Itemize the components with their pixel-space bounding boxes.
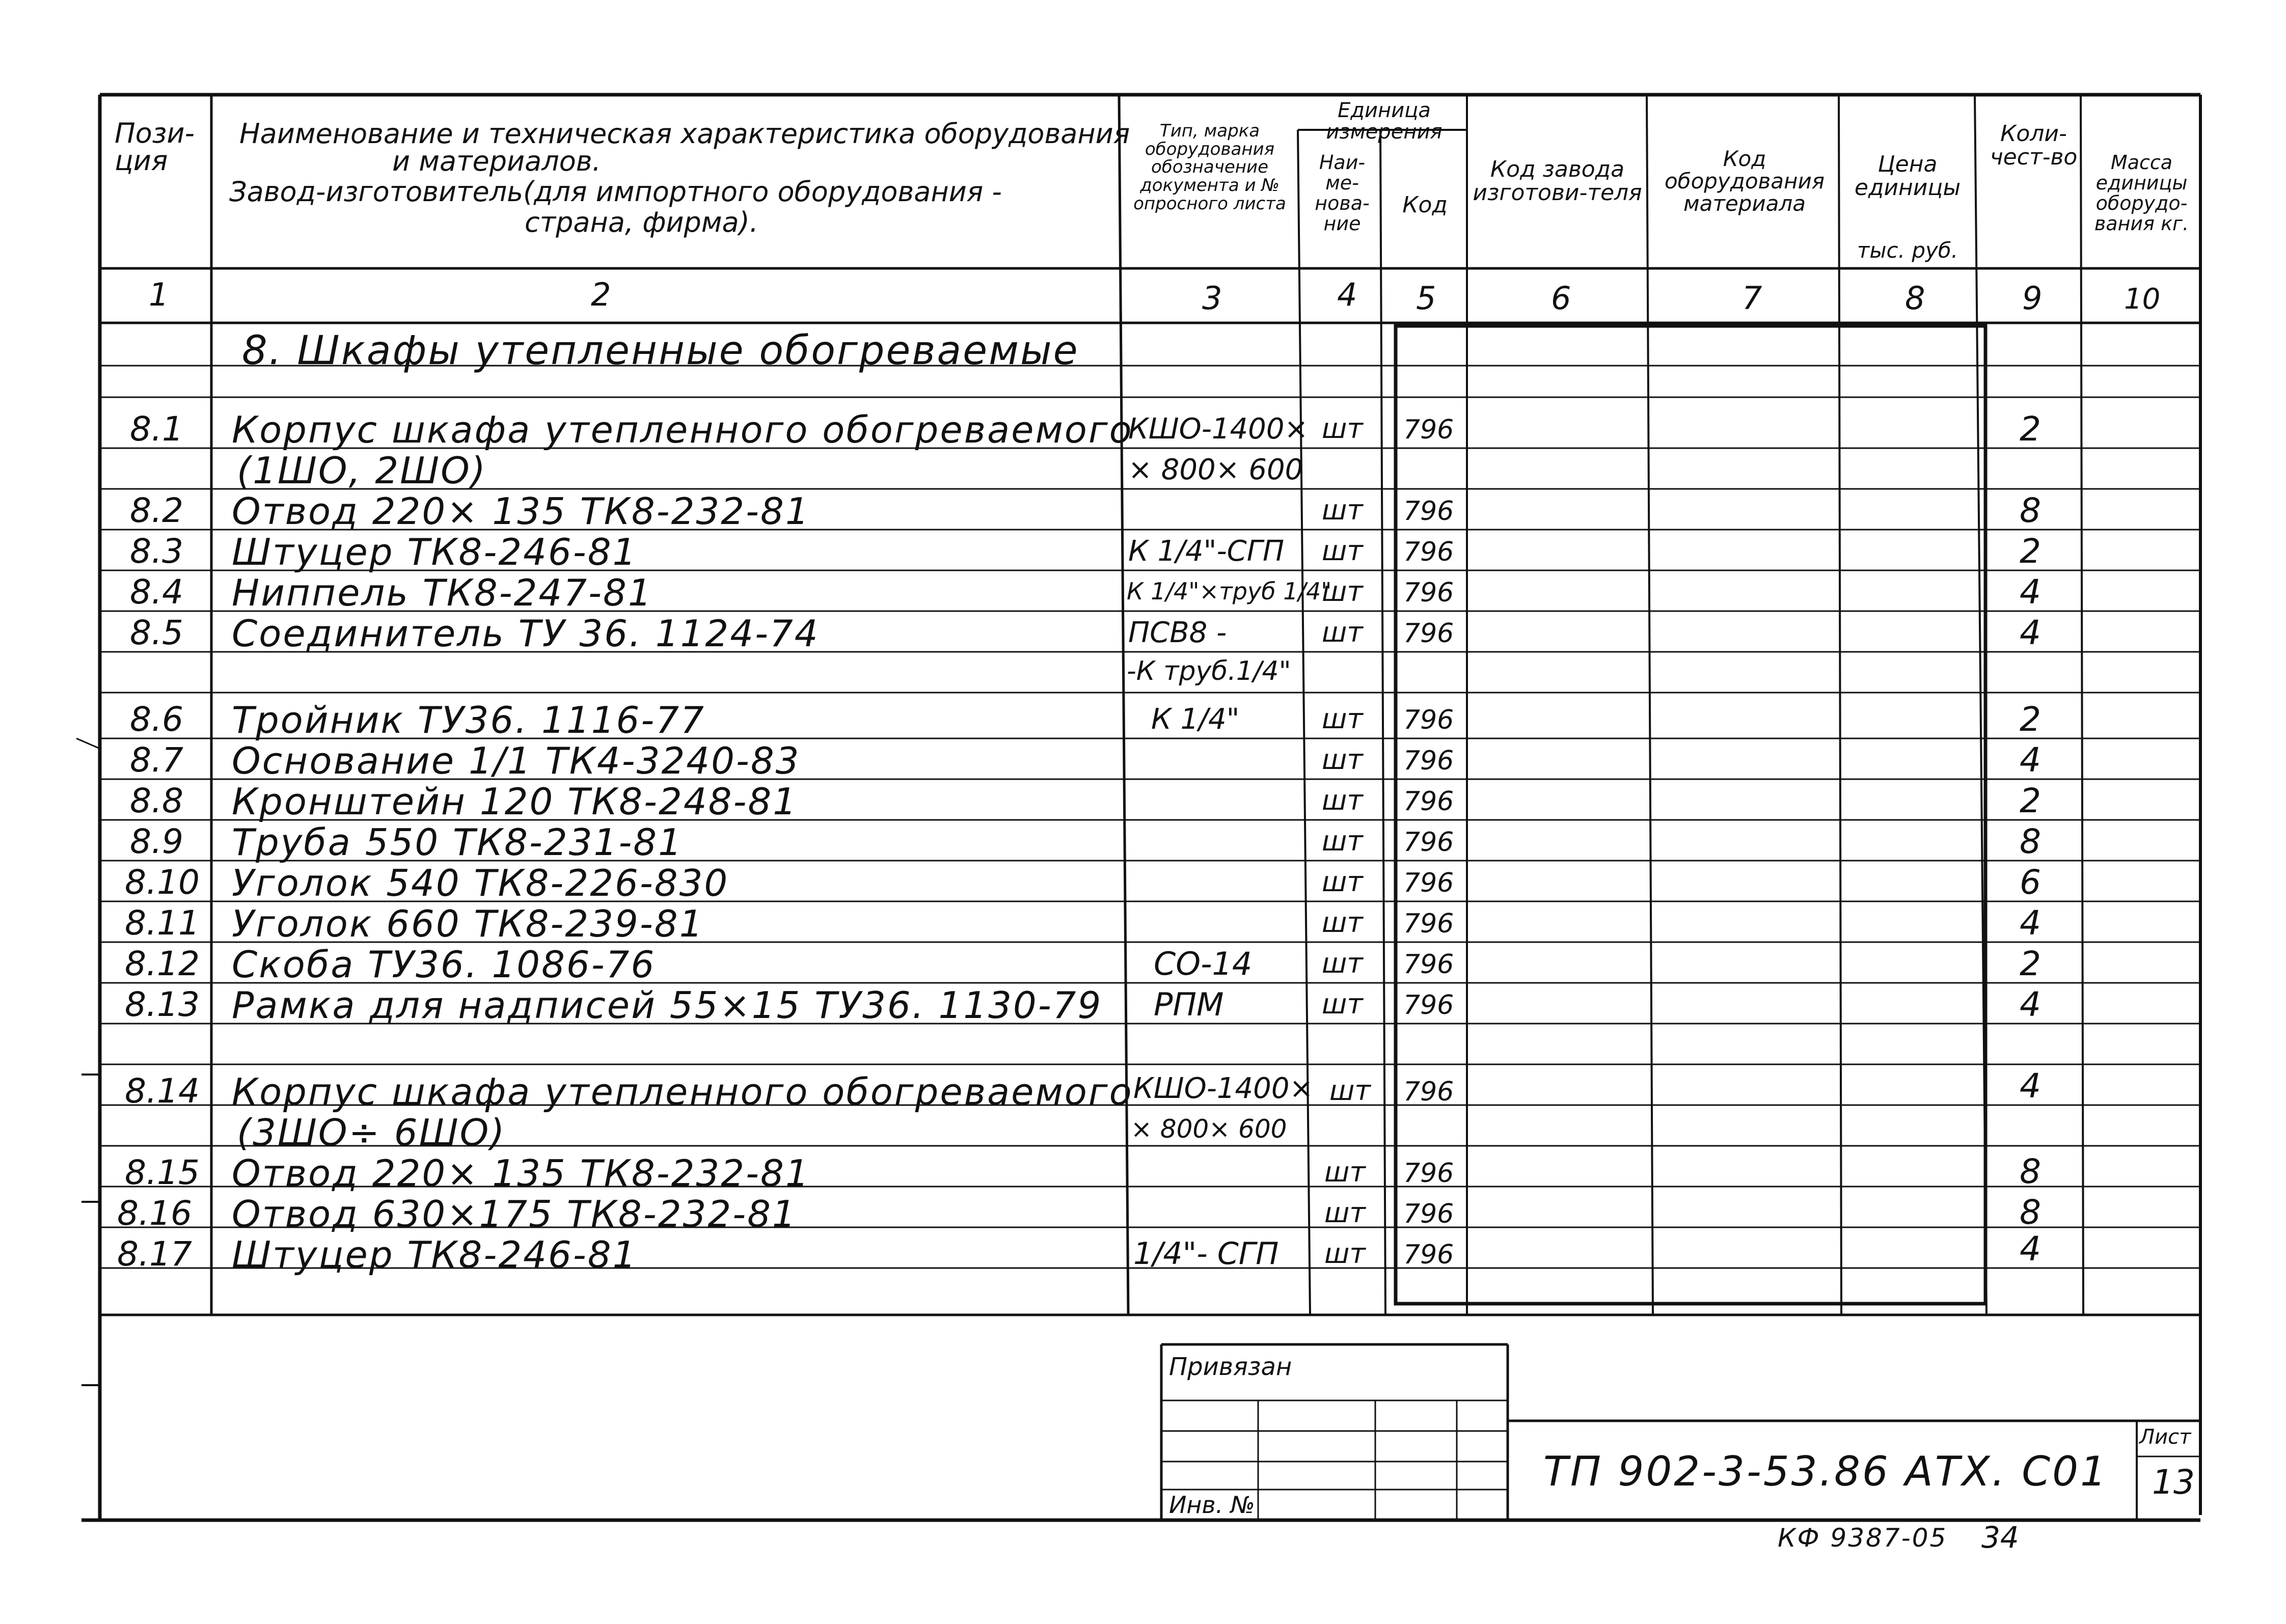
column-number: 2	[591, 276, 611, 313]
column-number: 3	[1202, 280, 1222, 317]
row-unit-code: 796	[1403, 827, 1454, 858]
row-quantity: 4	[2020, 740, 2041, 780]
row-unit-code: 796	[1403, 618, 1454, 649]
row-position: 8.7	[130, 740, 183, 780]
document-mark: АТХ. С01	[1905, 1448, 2108, 1495]
row-position: 8.15	[125, 1153, 200, 1192]
row-name: (1ШО, 2ШО)	[237, 449, 487, 492]
row-quantity: 8	[2020, 822, 2041, 861]
row-unit: шт	[1322, 947, 1363, 979]
row-unit: шт	[1322, 866, 1363, 898]
row-name: Скоба ТУ36. 1086-76	[232, 943, 656, 986]
row-unit-code: 796	[1403, 990, 1454, 1021]
row-quantity: 4	[2020, 1066, 2041, 1106]
archive-number: КФ 9387-05	[1778, 1523, 1948, 1553]
row-unit: шт	[1324, 1156, 1366, 1188]
column-number: 6	[1551, 280, 1571, 317]
row-position: 8.4	[130, 572, 183, 612]
header-name-line4: страна, фирма).	[525, 206, 758, 238]
row-unit: шт	[1322, 784, 1363, 816]
header-quantity: Коли-чест-во	[1990, 121, 2078, 171]
row-unit: шт	[1322, 703, 1363, 735]
column-number: 8	[1905, 280, 1925, 317]
row-name: Отвод 630×175 ТК8-232-81	[232, 1193, 797, 1235]
row-type: -К труб.1/4"	[1127, 656, 1291, 686]
row-type: × 800× 600	[1128, 453, 1303, 486]
row-unit-code: 796	[1403, 909, 1454, 939]
row-name: Корпус шкафа утепленного обогреваемого	[232, 408, 1133, 451]
header-price: Цена единицы	[1854, 151, 1961, 201]
row-position: 8.6	[130, 700, 183, 739]
row-unit-code: 796	[1403, 537, 1454, 567]
row-unit: шт	[1322, 988, 1363, 1020]
header-position: Пози- ция	[115, 117, 195, 177]
row-quantity: 4	[2020, 613, 2041, 652]
column-number: 5	[1416, 280, 1436, 317]
row-name: Отвод 220× 135 ТК8-232-81	[232, 490, 810, 533]
row-name: Уголок 540 ТК8-226-830	[232, 862, 729, 904]
row-position: 8.17	[117, 1234, 192, 1274]
row-name: Основание 1/1 ТК4-3240-83	[232, 739, 801, 782]
row-unit-code: 796	[1403, 1240, 1454, 1270]
sheet-label: Лист	[2139, 1425, 2191, 1449]
section-title: 8. Шкафы утепленные обогреваемые	[242, 328, 1079, 374]
row-position: 8.10	[125, 863, 200, 902]
header-name-line1: Наименование и техническая характеристика оборудования	[239, 118, 1130, 150]
row-type: ПСВ8 -	[1128, 616, 1227, 649]
header-price-unit: тыс. руб.	[1857, 238, 1958, 263]
row-unit-code: 796	[1403, 705, 1454, 735]
row-position: 8.8	[130, 781, 183, 820]
header-type: Тип, марка оборудования обозначение документа и № опросного листа	[1133, 121, 1286, 214]
row-quantity: 2	[2020, 409, 2041, 449]
column-number: 7	[1742, 280, 1762, 317]
row-unit: шт	[1322, 744, 1363, 776]
row-unit: шт	[1322, 825, 1363, 857]
row-unit: шт	[1322, 575, 1363, 608]
row-quantity: 4	[2020, 903, 2041, 943]
row-type: К 1/4"×труб 1/4"	[1127, 577, 1332, 605]
row-position: 8.14	[125, 1071, 200, 1111]
row-position: 8.9	[130, 822, 183, 861]
column-number: 10	[2124, 283, 2161, 316]
row-unit: шт	[1324, 1237, 1366, 1270]
row-unit-code: 796	[1403, 1199, 1454, 1229]
row-unit-code: 796	[1403, 746, 1454, 776]
row-unit: шт	[1322, 906, 1363, 939]
row-quantity: 2	[2020, 700, 2041, 739]
header-equipment-code: Код оборудования материала	[1664, 146, 1825, 216]
row-quantity: 4	[2020, 1229, 2041, 1269]
row-unit-code: 796	[1403, 496, 1454, 527]
row-unit-code: 796	[1403, 1077, 1454, 1107]
row-unit-code: 796	[1403, 415, 1454, 445]
row-type: К 1/4"	[1151, 703, 1240, 736]
header-factory-code: Код завода изготови-теля	[1473, 156, 1642, 206]
column-number: 9	[2022, 280, 2043, 317]
column-number: 1	[149, 276, 169, 313]
row-type: К 1/4"-СГП	[1128, 535, 1285, 568]
row-quantity: 6	[2020, 863, 2041, 902]
header-unit-group: Единица измерения	[1326, 99, 1443, 144]
row-unit-code: 796	[1403, 949, 1454, 980]
row-quantity: 2	[2020, 781, 2041, 820]
row-unit: шт	[1322, 535, 1363, 567]
sheet-number: 13	[2152, 1463, 2195, 1502]
row-name: Корпус шкафа утепленного обогреваемого	[232, 1070, 1133, 1113]
header-unit-name: Наи-ме-нова-ние	[1315, 151, 1370, 235]
row-type: КШО-1400×	[1133, 1072, 1314, 1105]
row-quantity: 4	[2020, 985, 2041, 1024]
row-type: РПМ	[1154, 986, 1224, 1023]
row-position: 8.1	[130, 409, 183, 449]
row-unit: шт	[1322, 494, 1363, 526]
row-unit-code: 796	[1403, 1158, 1454, 1189]
row-name: Труба 550 ТК8-231-81	[232, 821, 683, 864]
row-quantity: 8	[2020, 1193, 2041, 1232]
row-type: × 800× 600	[1131, 1114, 1287, 1144]
row-name: Ниппель ТК8-247-81	[232, 571, 653, 614]
row-name: Тройник ТУ36. 1116-77	[232, 699, 705, 741]
column-number: 4	[1337, 276, 1357, 313]
row-unit: шт	[1324, 1197, 1366, 1229]
row-quantity: 4	[2020, 572, 2041, 612]
row-quantity: 2	[2020, 944, 2041, 983]
header-unit-code: Код	[1402, 192, 1448, 218]
row-quantity: 8	[2020, 491, 2041, 530]
row-unit: шт	[1322, 616, 1363, 648]
row-name: Уголок 660 ТК8-239-81	[232, 902, 704, 945]
row-name: (3ШО÷ 6ШО)	[237, 1111, 506, 1154]
row-type: 1/4"- СГП	[1133, 1236, 1279, 1272]
header-name-line2: и материалов.	[392, 145, 601, 177]
row-position: 8.13	[125, 985, 200, 1024]
stamp-attached-label: Привязан	[1169, 1353, 1292, 1381]
row-unit-code: 796	[1403, 868, 1454, 898]
row-position: 8.11	[125, 903, 200, 943]
row-position: 8.2	[130, 491, 183, 530]
row-type: СО-14	[1154, 945, 1253, 982]
row-type: КШО-1400×	[1128, 412, 1309, 446]
row-name: Штуцер ТК8-246-81	[232, 531, 638, 573]
stamp-inventory-label: Инв. №	[1169, 1491, 1255, 1519]
row-name: Кронштейн 120 ТК8-248-81	[232, 780, 798, 823]
document-code: ТП 902-3-53.86	[1543, 1448, 1890, 1495]
header-mass: Масса единицы оборудо-вания кг.	[2094, 151, 2189, 235]
row-position: 8.16	[117, 1194, 192, 1233]
row-unit: шт	[1322, 412, 1363, 445]
header-name-line3: Завод-изготовитель(для импортного оборудования -	[229, 176, 1002, 208]
row-name: Штуцер ТК8-246-81	[232, 1233, 638, 1276]
row-position: 8.3	[130, 532, 183, 571]
row-unit: шт	[1329, 1075, 1371, 1107]
page-number: 34	[1981, 1520, 2019, 1555]
row-unit-code: 796	[1403, 786, 1454, 817]
row-position: 8.12	[125, 944, 200, 983]
row-quantity: 8	[2020, 1152, 2041, 1191]
row-unit-code: 796	[1403, 577, 1454, 608]
row-quantity: 2	[2020, 532, 2041, 571]
row-position: 8.5	[130, 613, 183, 652]
row-name: Соединитель ТУ 36. 1124-74	[232, 612, 820, 655]
row-name: Отвод 220× 135 ТК8-232-81	[232, 1152, 810, 1195]
row-name: Рамка для надписей 55×15 ТУ36. 1130-79	[232, 984, 1103, 1027]
